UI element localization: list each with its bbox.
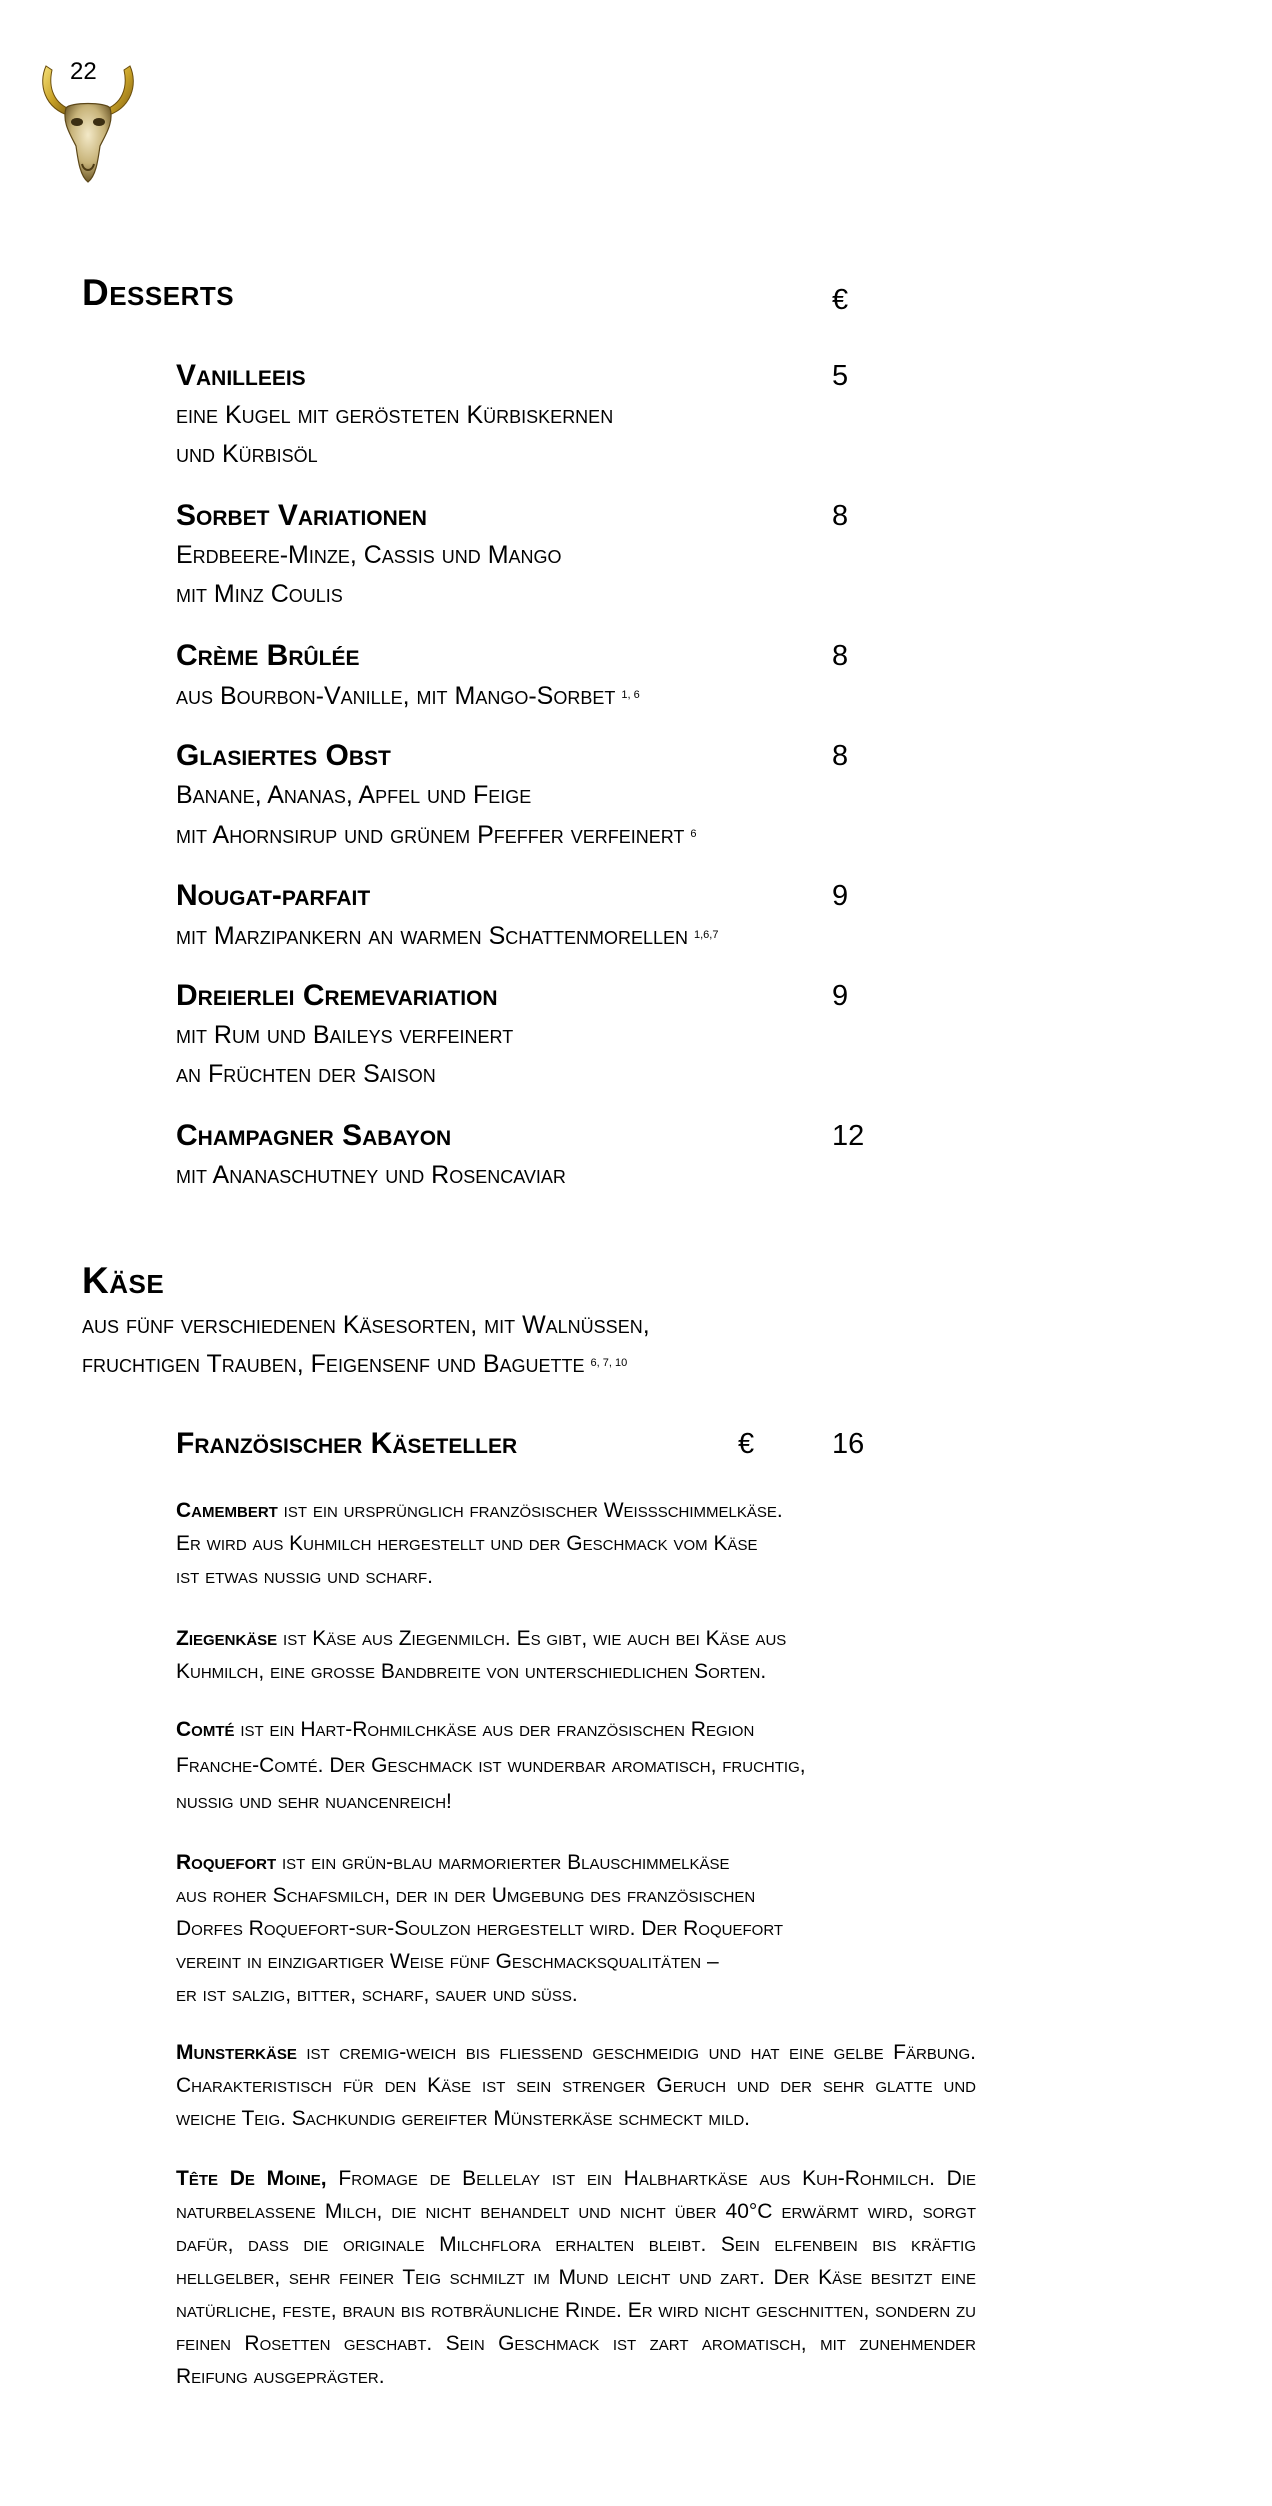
cheese-line: Franche-Comté. Der Geschmack ist wunderbar aromatisch, fruchtig, [176,1754,806,1777]
cheese-text: ist Käse aus Ziegenmilch. Es gibt, wie auch bei Käse aus [277,1627,787,1650]
cheese-text: ist cremig-weich bis fließend geschmeidig und hat eine gelbe Färbung. Charakteristisch für den Käse ist sein strenger Geruch und der sehr glatte und weiche Teig. Sachkundig gereifter Münsterkäse schmeckt mild. [176,2041,976,2130]
dessert-description-text: mit Ahornsirup und grünem Pfeffer verfeinert [176,821,685,849]
dessert-price: 9 [832,980,849,1012]
dessert-description: und Kürbisöl [176,440,318,468]
cheese-name: Tête De Moine, [176,2167,327,2190]
cheese-name: Comté [176,1718,235,1741]
dessert-description: an Früchten der Saison [176,1060,436,1088]
dessert-name: Nougat-parfait [176,879,371,912]
allergen-note: 6 [690,828,697,840]
cheese-line: er ist salzig, bitter, scharf, sauer und süß. [176,1983,578,2006]
dessert-item [176,636,876,716]
kaese-intro-line: aus fünf verschiedenen Käsesorten, mit Walnüssen, [82,1311,650,1339]
dessert-description: Erdbeere-Minze, Cassis und Mango [176,541,562,569]
cheese-name: Roquefort [176,1851,277,1874]
cheese-description-camembert [176,1494,783,1593]
cheese-plate-row [176,1422,876,1466]
cheese-line: Er wird aus Kuhmilch hergestellt und der Geschmack vom Käse [176,1532,758,1555]
dessert-description-text: aus Bourbon-Vanille, mit Mango-Sorbet [176,682,616,710]
cheese-text: ist ein Hart-Rohmilchkäse aus der französischen Region [234,1718,755,1741]
dessert-description: Banane, Ananas, Apfel und Feige [176,781,532,809]
dessert-price: 12 [832,1120,865,1152]
cheese-line: aus roher Schafsmilch, der in der Umgebung des französischen [176,1884,756,1907]
dessert-name: Crème Brûlée [176,639,360,672]
cheese-line: ist etwas nussig und scharf. [176,1565,433,1588]
cheese-line: nussig und sehr nuancenreich! [176,1790,452,1813]
dessert-description: eine Kugel mit gerösteten Kürbiskernen [176,401,614,429]
dessert-name: Vanilleeis [176,359,306,392]
dessert-description [176,676,876,716]
dessert-price: 8 [832,500,849,532]
cheese-line [176,1622,786,1655]
dessert-description [176,916,876,956]
cheese-description-comte [176,1712,806,1820]
cheese-plate-currency: € [738,1428,755,1460]
dessert-item [176,1116,876,1195]
dessert-price: 5 [832,360,849,392]
dessert-name: Sorbet Variationen [176,499,427,532]
dessert-item [176,356,876,474]
cheese-plate-price: 16 [832,1428,865,1460]
dessert-item [176,976,876,1094]
cheese-name: Ziegenkäse [176,1627,278,1650]
desserts-currency: € [832,284,849,316]
dessert-item [176,736,876,855]
dessert-name: Champagner Sabayon [176,1119,452,1152]
dessert-price: 9 [832,880,849,912]
cheese-description-roquefort [176,1846,783,2011]
cheese-text: ist ein grün-blau marmorierter Blauschimmelkäse [276,1851,730,1874]
dessert-description: mit Minz Coulis [176,580,343,608]
cheese-name: Munsterkäse [176,2041,297,2064]
cheese-line: vereint in einzigartiger Weise fünf Geschmacksqualitäten – [176,1950,719,1973]
allergen-note: 1,6,7 [693,929,719,941]
allergen-note: 6, 7, 10 [590,1357,628,1369]
dessert-price: 8 [832,640,849,672]
cheese-line [176,1494,783,1527]
cheese-description-munsterkaese [176,2036,976,2135]
cheese-line [176,1712,806,1748]
dessert-item [176,496,876,614]
kaese-heading: Käse [82,1260,165,1301]
dessert-item [176,876,876,956]
kaese-intro-text: fruchtigen Trauben, Feigensenf und Baguette [82,1350,585,1378]
dessert-name: Dreierlei Cremevariation [176,979,498,1012]
dessert-description: mit Rum und Baileys verfeinert [176,1021,514,1049]
bull-skull-logo-icon [36,64,140,186]
cheese-line: Kuhmilch, eine große Bandbreite von unterschiedlichen Sorten. [176,1660,767,1683]
dessert-price: 8 [832,740,849,772]
dessert-description-text: mit Marzipankern an warmen Schattenmorellen [176,922,688,950]
cheese-description-tete-de-moine [176,2162,976,2393]
desserts-heading: Desserts [82,272,235,313]
cheese-name: Camembert [176,1499,278,1522]
cheese-line [176,1846,783,1879]
cheese-text: Fromage de Bellelay ist ein Halbhartkäse aus Kuh-Rohmilch. Die naturbelassene Milch, die nicht behandelt und nicht über 40°C erwärmt wird, sorgt dafür, dass die originale Milchflora erhalten bleibt. Sein elfenbein bis kräftig hellgelber, sehr feiner Teig schmilzt im Mund leicht und zart. Der Käse besitzt eine natürliche, feste, braun bis rotbräunliche Rinde. Er wird nicht geschnitten, sondern zu feinen Rosetten geschabt. Sein Geschmack ist zart aromatisch, mit zunehmender Reifung ausgeprägter. [176,2167,977,2388]
cheese-line: Dorfes Roquefort-sur-Soulzon hergestellt wird. Der Roquefort [176,1917,784,1940]
dessert-description: mit Ananaschutney und Rosencaviar [176,1161,566,1189]
dessert-description [176,815,876,855]
allergen-note: 1, 6 [621,689,640,701]
kaese-intro [82,1306,842,1383]
cheese-text: ist ein ursprünglich französischer Weißschimmelkäse. [277,1499,783,1522]
dessert-name: Glasiertes Obst [176,739,391,772]
kaese-intro-line [82,1344,842,1383]
cheese-plate-name: Französischer Käseteller [176,1427,518,1460]
page-number: 22 [70,58,97,85]
cheese-description-ziegenkaese [176,1622,786,1688]
